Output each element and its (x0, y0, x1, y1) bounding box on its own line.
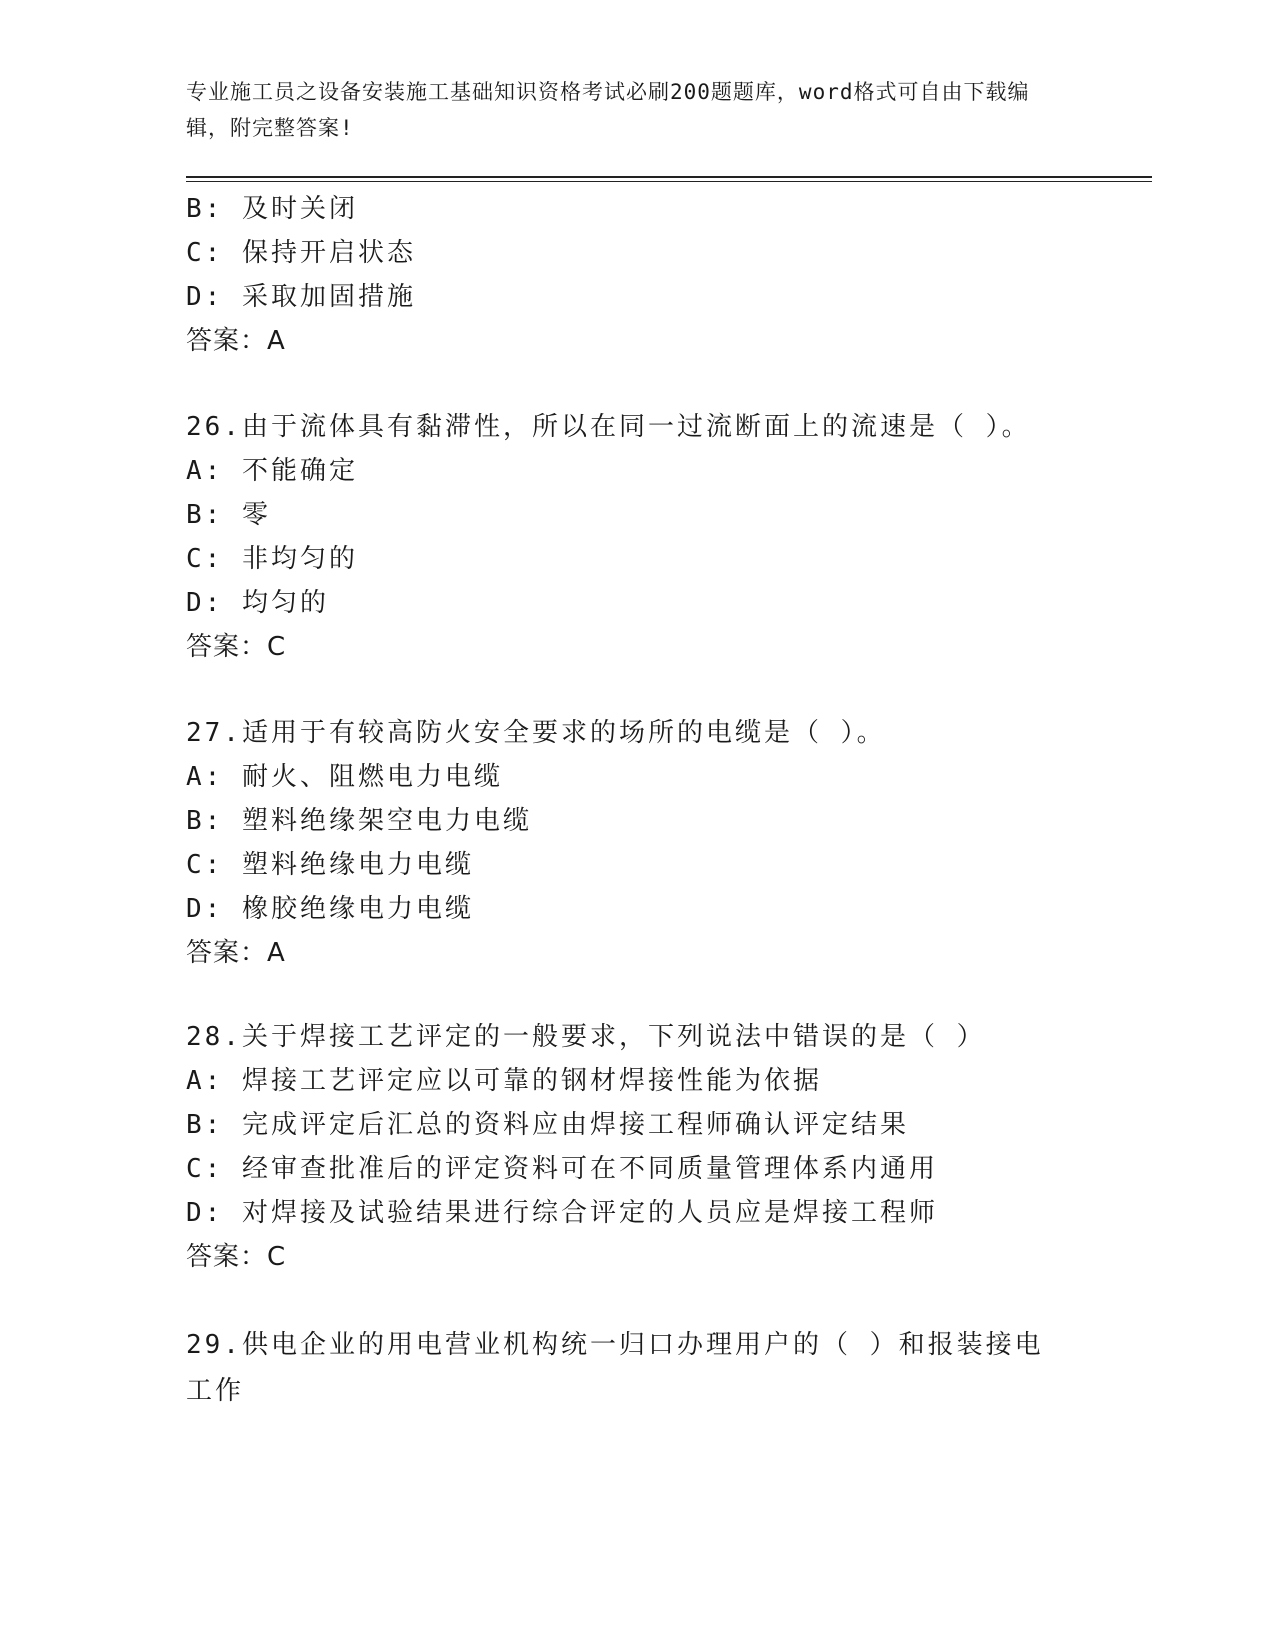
option-d: D: 均匀的 (186, 588, 329, 618)
option-c: C: 非均匀的 (186, 544, 358, 574)
option-b: B: 塑料绝缘架空电力电缆 (186, 806, 532, 836)
question-stem: 26.由于流体具有黏滞性，所以在同一过流断面上的流速是（ ）。 (186, 412, 1031, 442)
question-stem: 29.供电企业的用电营业机构统一归口办理用户的（ ）和报装接电工作 (186, 1330, 1044, 1406)
option-b: B: 零 (186, 500, 271, 530)
answer-line: 答案：C (186, 1242, 287, 1272)
document-header-title: 专业施工员之设备安装施工基础知识资格考试必刷200题题库，word格式可自由下载编辑，附完整答案! (186, 80, 1030, 140)
option-c: C: 保持开启状态 (186, 238, 416, 268)
option-c: C: 塑料绝缘电力电缆 (186, 850, 474, 880)
option-a: A: 耐火、阻燃电力电缆 (186, 762, 503, 792)
header-divider (186, 176, 1152, 178)
answer-line: 答案：C (186, 632, 287, 662)
option-d: D: 对焊接及试验结果进行综合评定的人员应是焊接工程师 (186, 1198, 938, 1228)
header-divider-thin (186, 181, 1152, 182)
option-a: A: 焊接工艺评定应以可靠的钢材焊接性能为依据 (186, 1066, 822, 1096)
question-stem: 28.关于焊接工艺评定的一般要求，下列说法中错误的是（ ） (186, 1022, 986, 1052)
answer-line: 答案：A (186, 326, 286, 356)
option-d: D: 采取加固措施 (186, 282, 416, 312)
option-a: A: 不能确定 (186, 456, 358, 486)
option-b: B: 及时关闭 (186, 194, 358, 224)
question-stem: 27.适用于有较高防火安全要求的场所的电缆是（ ）。 (186, 718, 886, 748)
option-b: B: 完成评定后汇总的资料应由焊接工程师确认评定结果 (186, 1110, 909, 1140)
option-d: D: 橡胶绝缘电力电缆 (186, 894, 474, 924)
option-c: C: 经审查批准后的评定资料可在不同质量管理体系内通用 (186, 1154, 938, 1184)
answer-line: 答案：A (186, 938, 286, 968)
